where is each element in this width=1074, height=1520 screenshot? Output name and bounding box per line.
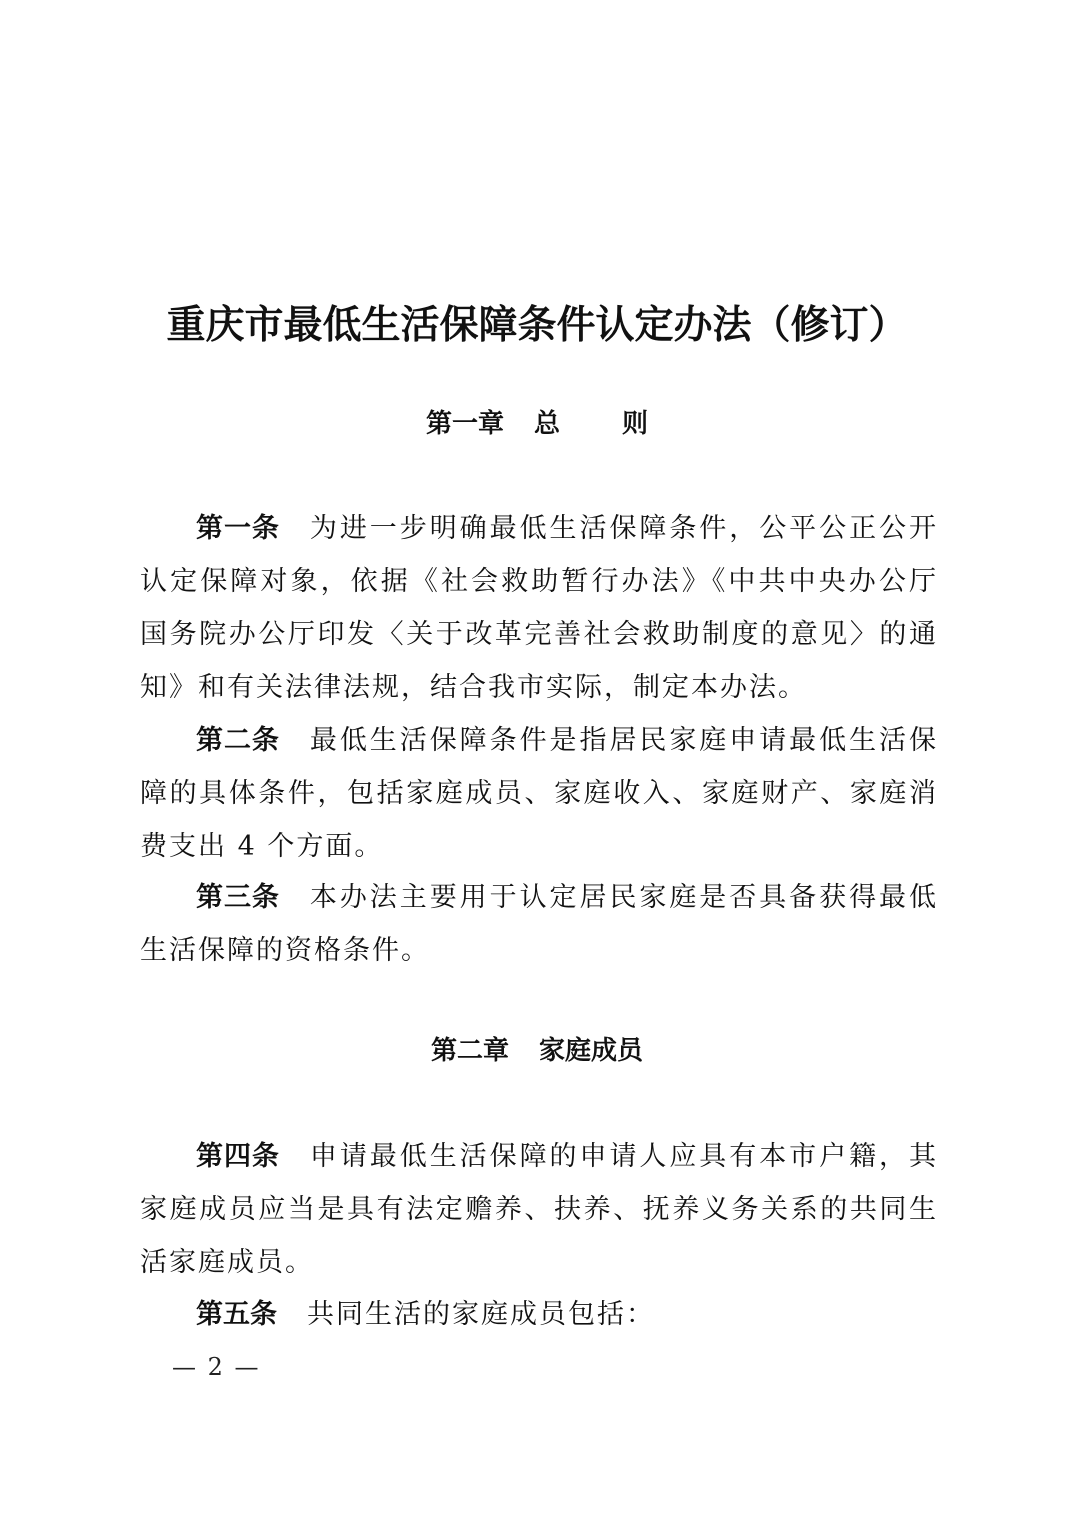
chapter-name-part: 总 <box>533 409 560 439</box>
article-1 <box>140 502 938 714</box>
chapter-name-part: 则 <box>622 409 649 439</box>
article-text: 申请最低生活保障的申请人应具有本市户籍，其家庭成员应当是具有法定赡养、扶养、抚养义务关系的共同生活家庭成员。 <box>140 1141 939 1278</box>
chapter-heading-1 <box>0 404 1074 444</box>
article-5 <box>140 1288 938 1341</box>
chapter-heading-2 <box>0 1031 1074 1071</box>
article-text: 最低生活保障条件是指居民家庭申请最低生活保障的具体条件，包括家庭成员、家庭收入、家庭财产、家庭消费支出 4 个方面。 <box>140 725 939 862</box>
article-4 <box>140 1130 938 1289</box>
article-label: 第一条 <box>196 513 280 544</box>
chapter-number: 第二章 <box>430 1036 509 1066</box>
article-label: 第二条 <box>196 725 280 756</box>
article-label: 第四条 <box>196 1141 280 1172</box>
article-label: 第三条 <box>196 882 280 913</box>
document-title: 重庆市最低生活保障条件认定办法（修订） <box>166 303 908 348</box>
chapter-name: 家庭成员 <box>539 1036 644 1066</box>
article-3 <box>140 871 938 977</box>
chapter-number: 第一章 <box>425 409 504 439</box>
article-text: 本办法主要用于认定居民家庭是否具备获得最低生活保障的资格条件。 <box>140 882 939 966</box>
article-label: 第五条 <box>196 1299 277 1330</box>
article-2 <box>140 714 938 873</box>
article-text: 共同生活的家庭成员包括： <box>307 1299 655 1330</box>
article-text: 为进一步明确最低生活保障条件，公平公正公开认定保障对象，依据《社会救助暂行办法》《中共中央办公厅国务院办公厅印发〈关于改革完善社会救助制度的意见〉的通知》和有关法律法规，结合我市实际，制定本办法。 <box>140 513 939 703</box>
page-number: — 2 — <box>172 1353 261 1381</box>
